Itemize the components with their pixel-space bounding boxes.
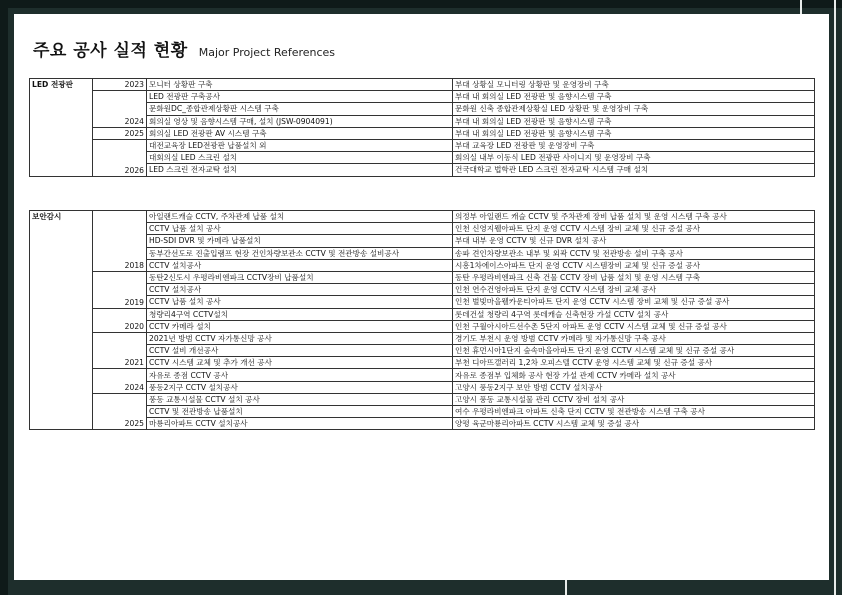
project-detail-cell: 부대 내 회의실 LED 전광판 및 음향시스템 구축 [453,115,815,127]
table-row [30,296,815,308]
project-name-cell: 풍동 교통시설물 CCTV 설치 공사 [147,393,453,405]
background-band-left [0,0,8,595]
table-row [30,271,815,283]
project-detail-cell: 롯데건설 청량리 4구역 롯데캐슬 신축현장 가설 CCTV 설치 공사 [453,308,815,320]
background-divider-bottom [565,580,567,595]
table-row [30,393,815,405]
project-detail-cell: 부대 내 회의실 LED 전광판 및 음향시스템 구축 [453,91,815,103]
project-detail-cell: 인천 휴먼시아1단지 숲속마을아파트 단지 운영 CCTV 시스템 교체 및 신규 증설 공사 [453,345,815,357]
page-title [33,36,335,61]
year-cell: 2020 [93,308,147,332]
table-row [30,235,815,247]
year-cell: 2019 [93,271,147,308]
category-cell: 보안감시 [30,211,93,430]
project-name-cell: 대전교육장 LED전광판 납품설치 외 [147,139,453,151]
project-detail-cell: 양평 육군마룡리아파트 CCTV 시스템 교체 및 증설 공사 [453,418,815,430]
table-row [30,91,815,103]
table-row [30,320,815,332]
year-cell: 2024 [93,91,147,128]
project-name-cell: 문화원DC_종합관제상황판 시스템 구축 [147,103,453,115]
table-row [30,332,815,344]
project-name-cell: 청량리4구역 CCTV설치 [147,308,453,320]
project-detail-cell: 송파 견인차량보관소 내부 및 외곽 CCTV 및 전관방송 설비 구축 공사 [453,247,815,259]
table-row [30,259,815,271]
project-name-cell: 자유로 종점 CCTV 공사 [147,369,453,381]
project-detail-cell: 부대 내 회의실 LED 전광판 및 음향시스템 구축 [453,127,815,139]
project-name-cell: HD-SDI DVR 및 카메라 납품설치 [147,235,453,247]
year-cell: 2021 [93,332,147,369]
security-references-table [29,210,815,430]
page-title-english: Major Project References [198,46,336,59]
project-name-cell: 동탄2신도시 우평라비엔파크 CCTV장비 납품설치 [147,271,453,283]
project-name-cell: CCTV 시스템 교체 및 추가 개선 공사 [147,357,453,369]
table-row [30,79,815,91]
project-name-cell: 회의실 영상 및 음향시스템 구매, 설치 (JSW-0904091) [147,115,453,127]
table-row [30,418,815,430]
year-cell: 2023 [93,79,147,91]
project-detail-cell: 회의실 내부 이동식 LED 전광판 사이니지 및 운영장비 구축 [453,152,815,164]
table-row [30,284,815,296]
table-row [30,103,815,115]
project-name-cell: CCTV 및 전관방송 납품설치 [147,406,453,418]
project-detail-cell: 여수 우평라비엔파크 아파트 신축 단지 CCTV 및 전관방송 시스템 구축 공사 [453,406,815,418]
table-row [30,152,815,164]
table-row [30,211,815,223]
table-row [30,115,815,127]
category-cell: LED 전광판 [30,79,93,177]
project-detail-cell: 동탄 우평라비엔파크 신축 건물 CCTV 장비 납품 설치 및 운영 시스템 구축 [453,271,815,283]
year-cell: 2024 [93,369,147,393]
table-row [30,381,815,393]
page-title-korean: 주요 공사 실적 현황 [33,41,188,61]
project-detail-cell: 문화원 신축 종합관제상황실 LED 상황판 및 운영장비 구축 [453,103,815,115]
project-detail-cell: 시흥1차에이스아파트 단지 운영 CCTV 시스템장비 교체 및 신규 증설 공사 [453,259,815,271]
table-row [30,139,815,151]
project-detail-cell: 부대 교육장 LED 전광판 및 운영장비 구축 [453,139,815,151]
project-detail-cell: 부천 디아뜨갤러리 1,2차 오피스텔 CCTV 운영 시스템 교체 및 신규 증설 공사 [453,357,815,369]
led-references-table [29,78,815,177]
project-name-cell: 아일랜드캐슬 CCTV, 주차관제 납품 설치 [147,211,453,223]
project-detail-cell: 부대 상황실 모니터링 상황판 및 운영장비 구축 [453,79,815,91]
table-row [30,357,815,369]
project-name-cell: 풍동2지구 CCTV 설치공사 [147,381,453,393]
year-cell: 2025 [93,127,147,139]
project-detail-cell: 인천 구월아시아드선수촌 5단지 아파트 운영 CCTV 시스템 교체 및 신규 증설 공사 [453,320,815,332]
project-detail-cell: 자유로 종점부 입체화 공사 현장 가설 관제 CCTV 카메라 설치 공사 [453,369,815,381]
project-name-cell: CCTV 설치공사 [147,259,453,271]
project-name-cell: 동부간선도로 진출입램프 현장 건인차량보관소 CCTV 및 전관방송 설비공사 [147,247,453,259]
project-name-cell: 대회의실 LED 스크린 설치 [147,152,453,164]
year-cell: 2018 [93,211,147,272]
project-detail-cell: 인천 연수건영아파트 단지 운영 CCTV 시스템 장비 교체 공사 [453,284,815,296]
table-row [30,247,815,259]
background-divider-right-1 [834,0,836,595]
project-detail-cell: 인천 벌빛마을웰카운티아파트 단지 운영 CCTV 시스템 장비 교체 및 신규 증설 공사 [453,296,815,308]
project-detail-cell: 경기도 부천시 운영 방범 CCTV 카메라 및 자가통신망 구축 공사 [453,332,815,344]
project-name-cell: LED 스크린 전자교탁 설치 [147,164,453,176]
project-name-cell: CCTV 설비 개선공사 [147,345,453,357]
table-row [30,345,815,357]
project-name-cell: CCTV 카메라 설치 [147,320,453,332]
project-name-cell: CCTV 납품 설치 공사 [147,296,453,308]
project-detail-cell: 고양시 풍동2지구 보안 방범 CCTV 설치공사 [453,381,815,393]
year-cell: 2025 [93,393,147,430]
table-row [30,308,815,320]
project-detail-cell: 고양시 풍동 교통시설물 관리 CCTV 장비 설치 공사 [453,393,815,405]
project-detail-cell: 인천 신영지웰아파트 단지 운영 CCTV 시스템 장비 교체 및 신규 증설 공사 [453,223,815,235]
project-name-cell: LED 전광판 구축공사 [147,91,453,103]
project-name-cell: 회의실 LED 전광판 AV 시스템 구축 [147,127,453,139]
table-row [30,369,815,381]
project-name-cell: CCTV 납품 설치 공사 [147,223,453,235]
table-row [30,127,815,139]
table-row [30,223,815,235]
project-name-cell: 마룡리아파트 CCTV 설치공사 [147,418,453,430]
project-name-cell: 모니터 상황판 구축 [147,79,453,91]
project-detail-cell: 건국대학교 법학관 LED 스크린 전자교탁 시스템 구매 설치 [453,164,815,176]
project-detail-cell: 부대 내부 운영 CCTV 및 신규 DVR 설치 공사 [453,235,815,247]
table-row [30,406,815,418]
year-cell: 2026 [93,139,147,176]
project-detail-cell: 의정부 아일랜드 캐슬 CCTV 및 주차관제 장비 납품 설치 및 운영 시스템 구축 공사 [453,211,815,223]
background-divider-top-right [800,0,802,14]
table-row [30,164,815,176]
project-name-cell: 2021년 방범 CCTV 자가통신망 공사 [147,332,453,344]
document-page [14,14,829,580]
background-band-top [0,0,842,8]
project-name-cell: CCTV 설치공사 [147,284,453,296]
